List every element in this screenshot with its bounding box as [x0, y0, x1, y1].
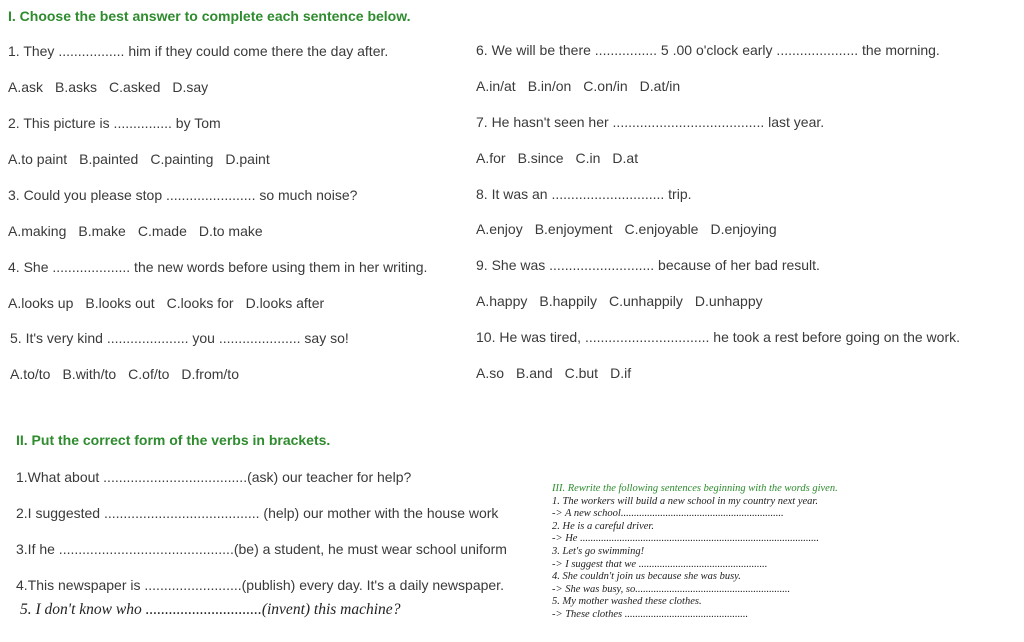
option-a: A.in/at — [476, 78, 516, 94]
option-a: A.happy — [476, 293, 528, 309]
question-3: 3. Could you please stop ....................... so much noise? — [8, 187, 358, 203]
question-1: 1. They ................. him if they could come there the day after. — [8, 43, 389, 59]
question-9: 9. She was ........................... because of her bad result. — [476, 257, 820, 273]
option-d: D.enjoying — [710, 221, 777, 237]
option-b: B.painted — [79, 151, 139, 167]
rewrite-answer: -> She was busy, so........................................................... — [552, 583, 791, 595]
rewrite-line: 3. Let's go swimming! — [552, 545, 645, 557]
rewrite-line: 5. My mother washed these clothes. — [552, 596, 702, 608]
option-d: D.looks after — [245, 295, 325, 311]
option-d: D.at — [612, 150, 639, 166]
option-a: A.making — [8, 223, 67, 239]
rewrite-line: 4. She couldn't join us because she was busy. — [552, 571, 741, 583]
verb-item-5: 5. I don't know who ..............................(invent) this machine? — [20, 601, 401, 618]
rewrite-answer: -> These clothes ............................................... — [552, 608, 749, 620]
verb-item-4: 4.This newspaper is .........................(publish) every day. It's a daily newspaper. — [16, 577, 504, 593]
option-a: A.to paint — [8, 151, 68, 167]
verb-item-2: 2.I suggested ........................................ (help) our mother with the house work — [16, 505, 499, 521]
option-c: C.in — [575, 150, 601, 166]
options-8 — [476, 221, 789, 237]
option-a: A.looks up — [8, 295, 74, 311]
option-d: D.from/to — [181, 366, 239, 382]
options-10 — [476, 365, 643, 381]
rewrite-line: 2. He is a careful driver. — [552, 520, 654, 532]
options-6 — [476, 78, 692, 94]
option-c: C.made — [137, 223, 187, 239]
section-3 — [552, 483, 912, 622]
option-c: C.painting — [150, 151, 214, 167]
verb-item-1: 1.What about .....................................(ask) our teacher for help? — [16, 469, 412, 485]
verb-item-3: 3.If he .............................................(be) a student, he must wear school uniform — [16, 541, 507, 557]
option-a: A.ask — [8, 79, 44, 95]
options-1 — [8, 79, 220, 95]
option-c: C.on/in — [583, 78, 628, 94]
section-3-title: III. Rewrite the following sentences beginning with the words given. — [552, 483, 838, 494]
option-c: C.but — [564, 365, 599, 381]
section-1-title: I. Choose the best answer to complete each sentence below. — [8, 8, 411, 24]
rewrite-answer: -> A new school.............................................................. — [552, 508, 784, 520]
option-c: C.enjoyable — [624, 221, 699, 237]
option-b: B.make — [78, 223, 126, 239]
section-2-title: II. Put the correct form of the verbs in brackets. — [16, 432, 331, 448]
option-b: B.in/on — [527, 78, 572, 94]
option-a: A.enjoy — [476, 221, 523, 237]
option-b: B.happily — [539, 293, 597, 309]
option-b: B.and — [516, 365, 553, 381]
options-4 — [8, 295, 336, 311]
option-d: D.unhappy — [694, 293, 763, 309]
option-c: C.looks for — [166, 295, 234, 311]
option-d: D.to make — [198, 223, 263, 239]
rewrite-line: 1. The workers will build a new school in my country next year. — [552, 495, 818, 507]
option-b: B.asks — [55, 79, 98, 95]
question-5: 5. It's very kind ..................... you ..................... say so! — [10, 330, 349, 346]
option-d: D.if — [610, 365, 632, 381]
option-c: C.of/to — [128, 366, 170, 382]
option-a: A.to/to — [10, 366, 51, 382]
options-3 — [8, 223, 275, 239]
options-9 — [476, 293, 775, 309]
question-2: 2. This picture is ............... by Tom — [8, 115, 221, 131]
option-d: D.say — [172, 79, 209, 95]
option-b: B.enjoyment — [534, 221, 613, 237]
question-7: 7. He hasn't seen her ....................................... last year. — [476, 114, 825, 130]
option-d: D.paint — [225, 151, 270, 167]
options-7 — [476, 150, 650, 166]
option-a: A.for — [476, 150, 506, 166]
option-b: B.since — [517, 150, 564, 166]
rewrite-answer: -> I suggest that we ................................................. — [552, 558, 768, 570]
option-d: D.at/in — [639, 78, 681, 94]
option-b: B.looks out — [85, 295, 155, 311]
question-6: 6. We will be there ................ 5 .00 o'clock early ..................... the morning. — [476, 42, 940, 58]
option-c: C.asked — [109, 79, 161, 95]
options-5 — [10, 366, 251, 382]
question-4: 4. She .................... the new words before using them in her writing. — [8, 259, 428, 275]
question-8: 8. It was an ............................. trip. — [476, 186, 692, 202]
option-b: B.with/to — [62, 366, 117, 382]
option-a: A.so — [476, 365, 505, 381]
option-c: C.unhappily — [608, 293, 683, 309]
question-10: 10. He was tired, ................................ he took a rest before going on the work. — [476, 329, 961, 345]
rewrite-answer: -> He ........................................................................................... — [552, 533, 819, 545]
options-2 — [8, 151, 282, 167]
